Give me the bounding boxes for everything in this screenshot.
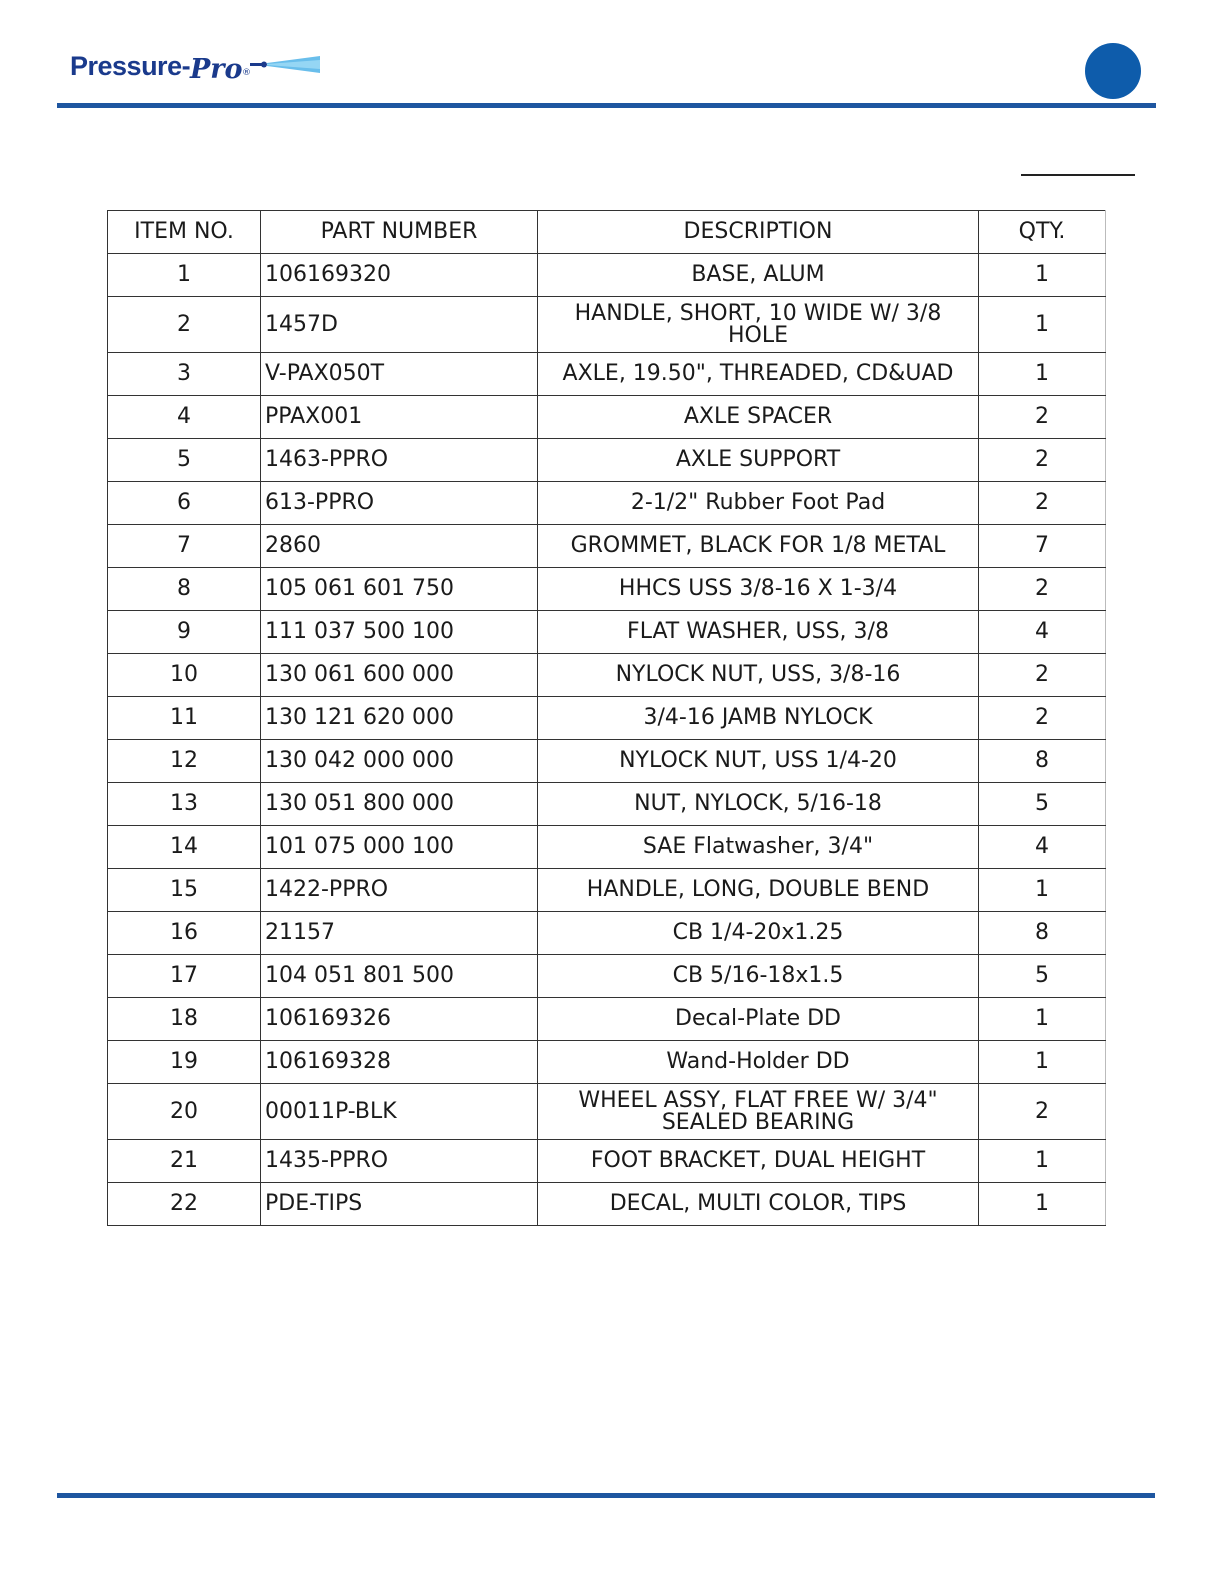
item-no-cell: 15: [108, 869, 261, 912]
part-number-cell: 105 061 601 750: [261, 568, 538, 611]
part-number-cell: 613-PPRO: [261, 482, 538, 525]
part-number-cell: 106169326: [261, 998, 538, 1041]
table-row: [108, 740, 1106, 783]
description-cell: AXLE SUPPORT: [538, 439, 979, 482]
brand-logo: [70, 48, 330, 88]
description-cell: WHEEL ASSY, FLAT FREE W/ 3/4" SEALED BEARING: [538, 1084, 979, 1140]
description-cell: HHCS USS 3/8-16 X 1-3/4: [538, 568, 979, 611]
item-no-cell: 2: [108, 297, 261, 353]
table-row: [108, 525, 1106, 568]
description-cell: DECAL, MULTI COLOR, TIPS: [538, 1183, 979, 1226]
table-row: [108, 783, 1106, 826]
description-cell: AXLE, 19.50", THREADED, CD&UAD: [538, 353, 979, 396]
parts-list-table: [107, 210, 1106, 1226]
qty-cell: 8: [979, 740, 1106, 783]
qty-cell: 4: [979, 826, 1106, 869]
description-cell: FOOT BRACKET, DUAL HEIGHT: [538, 1140, 979, 1183]
description-cell: AXLE SPACER: [538, 396, 979, 439]
header-dot-badge: [1085, 43, 1141, 99]
part-number-cell: 104 051 801 500: [261, 955, 538, 998]
column-header-qty: QTY.: [979, 211, 1106, 254]
item-no-cell: 5: [108, 439, 261, 482]
qty-cell: 2: [979, 396, 1106, 439]
part-number-cell: V-PAX050T: [261, 353, 538, 396]
item-no-cell: 16: [108, 912, 261, 955]
table-row: [108, 1041, 1106, 1084]
item-no-cell: 9: [108, 611, 261, 654]
qty-cell: 1: [979, 869, 1106, 912]
item-no-cell: 4: [108, 396, 261, 439]
table-row: [108, 297, 1106, 353]
table-row: [108, 568, 1106, 611]
column-header-item-no: ITEM NO.: [108, 211, 261, 254]
part-number-cell: PPAX001: [261, 396, 538, 439]
part-number-cell: 130 121 620 000: [261, 697, 538, 740]
description-cell: CB 5/16-18x1.5: [538, 955, 979, 998]
table-row: [108, 1084, 1106, 1140]
part-number-cell: 111 037 500 100: [261, 611, 538, 654]
table-row: [108, 826, 1106, 869]
part-number-cell: 1435-PPRO: [261, 1140, 538, 1183]
item-no-cell: 21: [108, 1140, 261, 1183]
qty-cell: 1: [979, 297, 1106, 353]
part-number-cell: 2860: [261, 525, 538, 568]
qty-cell: 2: [979, 1084, 1106, 1140]
table-row: [108, 998, 1106, 1041]
qty-cell: 5: [979, 783, 1106, 826]
item-no-cell: 20: [108, 1084, 261, 1140]
header-rule: [57, 103, 1156, 108]
qty-cell: 2: [979, 482, 1106, 525]
part-number-cell: 1422-PPRO: [261, 869, 538, 912]
part-number-cell: 130 051 800 000: [261, 783, 538, 826]
table-row: [108, 955, 1106, 998]
part-number-cell: 1463-PPRO: [261, 439, 538, 482]
table-row: [108, 654, 1106, 697]
table-row: [108, 912, 1106, 955]
qty-cell: 5: [979, 955, 1106, 998]
brand-logo-script: Pro: [190, 54, 243, 85]
description-cell: FLAT WASHER, USS, 3/8: [538, 611, 979, 654]
description-cell: HANDLE, LONG, DOUBLE BEND: [538, 869, 979, 912]
item-no-cell: 19: [108, 1041, 261, 1084]
item-no-cell: 13: [108, 783, 261, 826]
description-cell: CB 1/4-20x1.25: [538, 912, 979, 955]
qty-cell: 2: [979, 654, 1106, 697]
table-row: [108, 254, 1106, 297]
table-row: [108, 611, 1106, 654]
item-no-cell: 14: [108, 826, 261, 869]
qty-cell: 7: [979, 525, 1106, 568]
description-cell: Decal-Plate DD: [538, 998, 979, 1041]
part-number-cell: 21157: [261, 912, 538, 955]
qty-cell: 2: [979, 697, 1106, 740]
table-row: [108, 1140, 1106, 1183]
qty-cell: 4: [979, 611, 1106, 654]
item-no-cell: 22: [108, 1183, 261, 1226]
column-header-description: DESCRIPTION: [538, 211, 979, 254]
brand-logo-reg: ®: [242, 68, 251, 78]
qty-cell: 1: [979, 353, 1106, 396]
qty-cell: 1: [979, 1183, 1106, 1226]
part-number-cell: PDE-TIPS: [261, 1183, 538, 1226]
table-row: [108, 353, 1106, 396]
description-cell: NUT, NYLOCK, 5/16-18: [538, 783, 979, 826]
item-no-cell: 7: [108, 525, 261, 568]
description-cell: NYLOCK NUT, USS 1/4-20: [538, 740, 979, 783]
part-number-cell: 106169328: [261, 1041, 538, 1084]
part-number-cell: 00011P-BLK: [261, 1084, 538, 1140]
qty-cell: 1: [979, 998, 1106, 1041]
qty-cell: 1: [979, 1041, 1106, 1084]
qty-cell: 1: [979, 1140, 1106, 1183]
description-cell: Wand-Holder DD: [538, 1041, 979, 1084]
qty-cell: 8: [979, 912, 1106, 955]
qty-cell: 2: [979, 568, 1106, 611]
brand-logo-word: Pressure-: [70, 51, 191, 81]
item-no-cell: 1: [108, 254, 261, 297]
item-no-cell: 17: [108, 955, 261, 998]
item-no-cell: 12: [108, 740, 261, 783]
column-header-part-number: PART NUMBER: [261, 211, 538, 254]
description-cell: 3/4-16 JAMB NYLOCK: [538, 697, 979, 740]
table-row: [108, 697, 1106, 740]
footer-rule: [57, 1493, 1155, 1498]
description-cell: NYLOCK NUT, USS, 3/8-16: [538, 654, 979, 697]
part-number-cell: 130 042 000 000: [261, 740, 538, 783]
table-row: [108, 396, 1106, 439]
item-no-cell: 10: [108, 654, 261, 697]
item-no-cell: 18: [108, 998, 261, 1041]
spray-wand-icon: [250, 54, 322, 78]
table-row: [108, 869, 1106, 912]
item-no-cell: 11: [108, 697, 261, 740]
part-number-cell: 101 075 000 100: [261, 826, 538, 869]
qty-cell: 1: [979, 254, 1106, 297]
table-row: [108, 1183, 1106, 1226]
table-header-row: [108, 211, 1106, 254]
description-cell: 2-1/2" Rubber Foot Pad: [538, 482, 979, 525]
table-row: [108, 439, 1106, 482]
part-number-cell: 130 061 600 000: [261, 654, 538, 697]
title-underline: [1021, 174, 1135, 176]
qty-cell: 2: [979, 439, 1106, 482]
part-number-cell: 106169320: [261, 254, 538, 297]
description-cell: BASE, ALUM: [538, 254, 979, 297]
item-no-cell: 8: [108, 568, 261, 611]
description-cell: GROMMET, BLACK FOR 1/8 METAL: [538, 525, 979, 568]
item-no-cell: 3: [108, 353, 261, 396]
description-cell: SAE Flatwasher, 3/4": [538, 826, 979, 869]
table-row: [108, 482, 1106, 525]
item-no-cell: 6: [108, 482, 261, 525]
description-cell: HANDLE, SHORT, 10 WIDE W/ 3/8 HOLE: [538, 297, 979, 353]
part-number-cell: 1457D: [261, 297, 538, 353]
